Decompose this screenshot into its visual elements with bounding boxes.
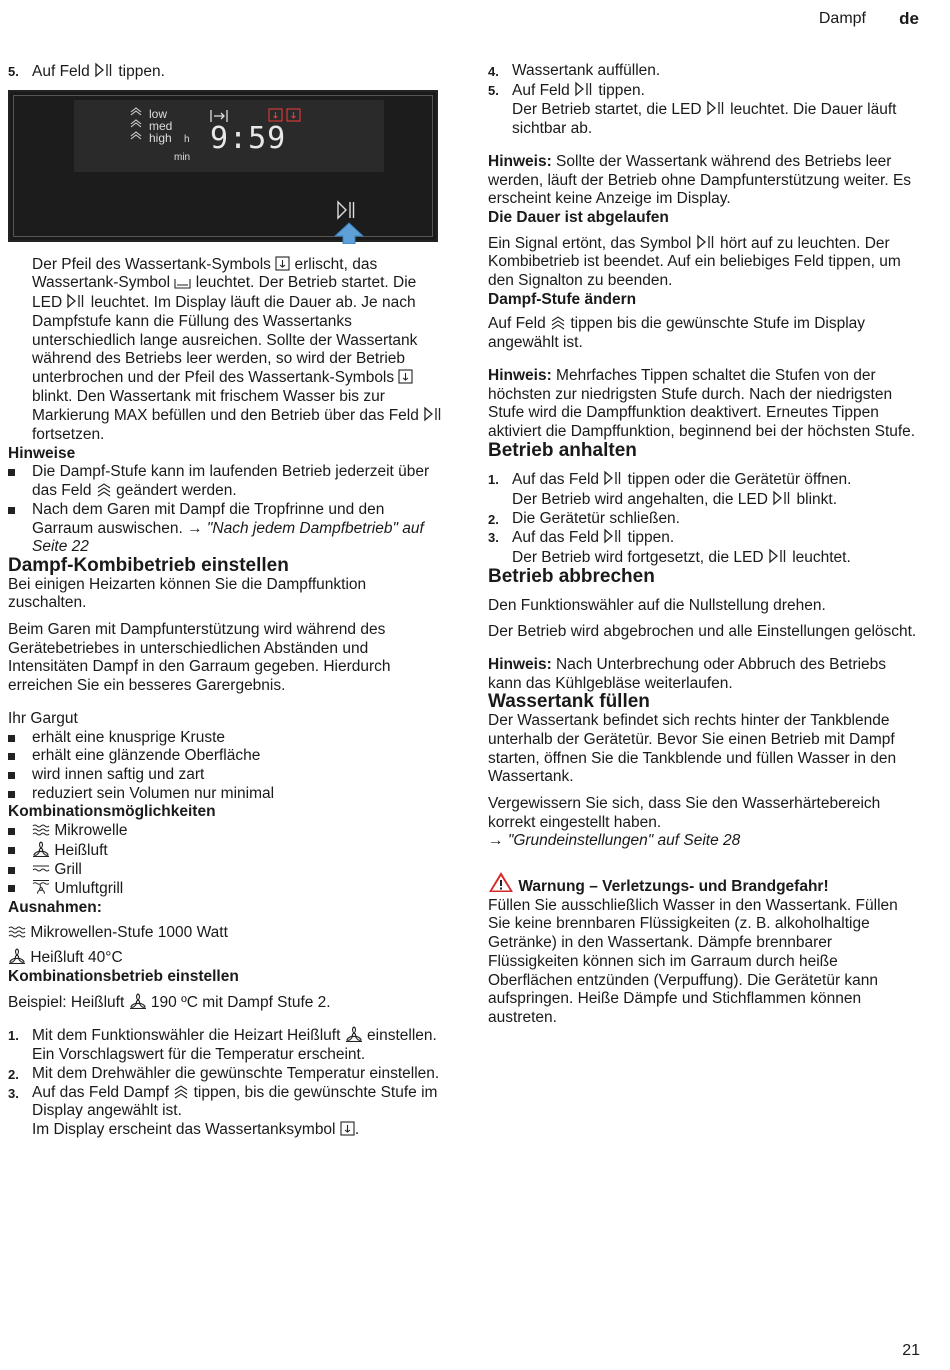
start-pause-icon [768,548,788,564]
list-item: Nach dem Garen mit Dampf die Tropfrinne und den Garraum auswischen. → "Nach jedem Dampfbetrieb" auf Seite 22 [8,501,448,557]
start-pause-icon [423,406,443,422]
level-low: low [149,106,168,121]
kb-step-1: 1. Mit dem Funktionswähler die Heizart Heißluft einstellen. Ein Vorschlagswert für die Temperatur erscheint. [8,1027,437,1064]
list-item: erhält eine glänzende Oberfläche [8,747,448,766]
anhalten-step-3: 3. Auf das Feld tippen. Der Betrieb wird fortgesetzt, die LED leuchtet. [488,529,851,567]
cross-reference-arrow: → [187,519,203,537]
water-tank-arrow-icon [398,369,413,384]
right-column [488,62,923,1028]
steam-icon [550,316,566,330]
control-panel-illustration [8,90,438,242]
start-pause-icon [603,470,623,486]
stufe-heading: Dampf-Stufe ändern [488,290,637,308]
page-number: 21 [902,1342,920,1359]
kb-step-3: 3. Auf das Feld Dampf tippen, bis die gewünschte Stufe im Display angewählt ist. Im Display erscheint das Wassertanksymbol . [8,1083,438,1138]
water-tank-arrow-icon [340,1121,355,1136]
paragraph: Der Betrieb wird abgebrochen und alle Einstellungen gelöscht. [488,623,917,641]
paragraph: Den Funktionswähler auf die Nullstellung drehen. [488,596,826,614]
anhalten-heading: Betrieb anhalten [488,439,637,461]
unit-h: h [184,133,190,145]
warning-heading: Warnung – Verletzungs- und Brandgefahr! [488,871,923,897]
cross-reference[interactable]: "Grundeinstellungen" auf Seite 28 [507,832,741,850]
water-tank-arrow-icon [275,256,290,271]
paragraph: Ein Signal ertönt, das Symbol hört auf zu leuchten. Der Kombibetrieb ist beendet. Auf ein beliebiges Feld tippen, um den Signalton zu beenden. [488,234,901,290]
list-item: wird innen saftig und zart [8,766,448,785]
steam-level-icon [129,106,143,142]
paragraph: Vergewissern Sie sich, dass Sie den Wasserhärtebereich korrekt eingestellt haben. [488,794,881,831]
kb-heading: Kombinationsbetrieb einstellen [8,968,239,986]
start-pause-icon [706,100,726,116]
water-tank-red-icon [268,108,302,122]
warning-text: Füllen Sie ausschließlich Wasser in den Wassertank. Füllen Sie keine brennbaren Flüssigkeiten (z. B. alkoholhaltige Getränke) in den Wassertank. Dämpfe brennbarer Flüssigkeiten können sich im Garraum durch heiße Oberflächen entzünden (Verpuffung). Die Gerätetür kann aufspringen. Heiße Dämpfe und Stichflammen können austreten. [488,896,898,1026]
start-pause-icon [696,234,716,250]
hot-air-fan-icon [32,841,50,857]
list-item: reduziert sein Volumen nur minimal [8,785,448,804]
exception-item: Mikrowellen-Stufe 1000 Watt [8,924,448,943]
section-title: Dampf [818,10,866,27]
start-pause-icon [574,81,594,97]
hot-air-fan-icon [129,993,147,1009]
paragraph: Der Wassertank befindet sich rechts hinter der Tankblende unterhalb der Gerätetür. Bevor Sie einen Betrieb mit Dampf starten, öffnen Sie die Tankblende und füllen Wasser in den Wassertank. [488,712,897,786]
left-column [8,62,448,1140]
list-item: Heißluft [8,841,448,861]
step-5: 5. Auf Feld tippen. [8,63,165,80]
water-tank-icon [174,277,191,289]
exception-item: Heißluft 40°C [8,948,448,968]
ausnahmen-heading: Ausnahmen: [8,898,102,916]
list-item: Umluftgrill [8,879,448,899]
circulating-grill-icon [32,879,50,895]
steam-icon [96,483,112,497]
pointer-arrow-icon [334,222,364,244]
example-text: Beispiel: Heißluft 190 ºC mit Dampf Stufe 2. [8,993,331,1011]
page-header [0,8,950,32]
start-pause-icon [603,528,623,544]
hot-air-fan-icon [8,948,26,964]
warning-triangle-icon [488,871,514,893]
level-med: med [149,118,173,133]
microwave-icon [8,925,26,939]
dauer-heading: Die Dauer ist abgelaufen [488,208,669,226]
start-pause-icon [94,62,114,78]
tank-heading: Wassertank füllen [488,691,650,713]
note: Hinweis: Sollte der Wassertank während des Betriebs leer werden, läuft der Betrieb ohne Dampfunterstützung weiter. Es erscheint keine Anzeige im Display. [488,152,912,208]
anhalten-step-2: 2. Die Gerätetür schließen. [488,509,680,527]
hot-air-fan-icon [345,1026,363,1042]
start-pause-icon [772,490,792,506]
level-high: high [149,130,172,145]
oven-display [74,100,384,172]
language-tag: de [899,9,919,28]
anhalten-step-1: 1. Auf das Feld tippen oder die Gerätetür öffnen. Der Betrieb wird angehalten, die LED blinkt. [488,471,852,509]
list-item: Die Dampf-Stufe kann im laufenden Betrieb jederzeit über das Feld geändert werden. [8,463,448,500]
note: Hinweis: Mehrfaches Tippen schaltet die Stufen von der höchsten zur niedrigsten Stufe durch. Nach der niedrigsten Stufe wird die Dampffunktion deaktivert. Erneutes Tippen aktiviert die Dampffunktion, beginnend bei der höchsten Stufe. [488,366,916,440]
hinweise-heading: Hinweise [8,444,76,462]
step5-description: Der Pfeil des Wassertank-Symbols erlischt, das Wassertank-Symbol leuchtet. Der Betrieb startet. Die LED leuchtet. Im Display läuft die Dauer ab. Je nach Dampfstufe kann die Füllung des Wassertanks unterschiedlich lange ausreichen. Sollte der Wassertank während des Betriebs leer werden, so wird der Betrieb unterbrochen und der Pfeil des Wassertank-Symbols blinkt. Den Wassertank mit frischem Wasser bis zur Markierung MAX befüllen und den Betrieb über das Feld fortsetzen. [8,256,448,445]
moeglich-heading: Kombinationsmöglichkeiten [8,803,216,821]
steam-icon [173,1085,189,1099]
step-5: 5. Auf Feld tippen. Der Betrieb startet, die LED leuchtet. Die Dauer läuft sichtbar ab. [488,81,897,138]
cross-reference-line [488,832,923,851]
display-time: 9:59 [210,120,287,156]
list-item: erhält eine knusprige Kruste [8,729,448,748]
kombi-heading: Dampf-Kombibetrieb einstellen [8,554,289,576]
start-pause-button-icon[interactable] [336,200,356,220]
cross-reference[interactable]: "Nach jedem Dampfbetrieb" auf Seite 22 [32,519,424,556]
paragraph: Beim Garen mit Dampfunterstützung wird während des Gerätebetriebes in unterschiedlichen Abständen und Intensitäten Dampf in den Garraum gegeben. Hierdurch erreichen Sie ein besseres Garergebnis. [8,621,391,695]
paragraph: Auf Feld tippen bis die gewünschte Stufe im Display angewählt ist. [488,315,866,352]
paragraph: Bei einigen Heizarten können Sie die Dampffunktion zuschalten. [8,575,367,612]
unit-min: min [174,151,191,163]
microwave-icon [32,823,50,837]
gargut-heading: Ihr Gargut [8,709,78,727]
step-4: 4. Wassertank auffüllen. [488,62,661,79]
grill-icon [32,864,50,876]
start-pause-icon [66,293,86,309]
kb-step-2: 2. Mit dem Drehwähler die gewünschte Temperatur einstellen. [8,1064,440,1082]
cross-reference-arrow: → [488,832,504,850]
note: Hinweis: Nach Unterbrechung oder Abbruch des Betriebs kann das Kühlgebläse weiterlaufen. [488,655,887,692]
abbrechen-heading: Betrieb abbrechen [488,565,655,587]
list-item: Grill [8,861,448,880]
list-item: Mikrowelle [8,822,448,841]
